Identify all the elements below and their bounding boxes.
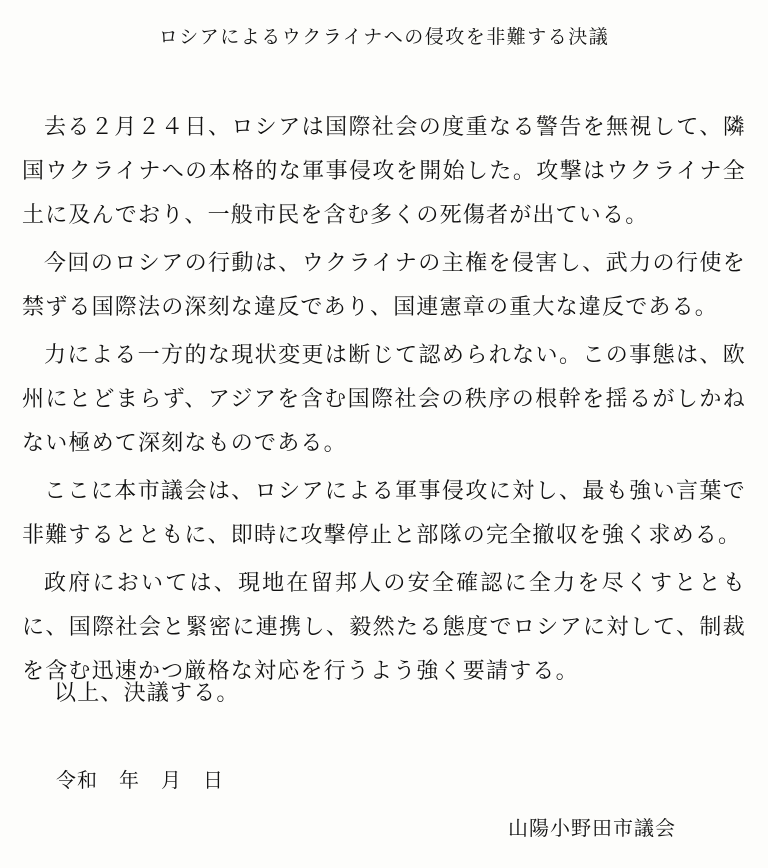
closing-statement: 以上、決議する。	[54, 681, 240, 706]
paragraph-1: 去る２月２４日、ロシアは国際社会の度重なる警告を無視して、隣国ウクライナへの本格的な軍事侵攻を開始した。攻撃はウクライナ全土に及んでおり、一般市民を含む多くの死傷者が出ている。	[22, 115, 746, 228]
paragraph-3: 力による一方的な現状変更は断じて認められない。この事態は、欧州にとどまらず、アジアを含む国際社会の秩序の根幹を揺るがしかねない極めて深刻なものである。	[22, 343, 746, 456]
document-title: ロシアによるウクライナへの侵攻を非難する決議	[158, 26, 610, 48]
date-line: 令和 年 月 日	[56, 768, 224, 792]
paragraph-4: ここに本市議会は、ロシアによる軍事侵攻に対し、最も強い言葉で非難するとともに、即時に攻撃停止と部隊の完全撤収を強く求める。	[22, 479, 746, 548]
paragraph-5: 政府においては、現地在留邦人の安全確認に全力を尽くすとともに、国際社会と緊密に連携し、毅然たる態度でロシアに対して、制裁を含む迅速かつ厳格な対応を行うよう強く要請する。	[22, 571, 746, 684]
paragraph-2: 今回のロシアの行動は、ウクライナの主権を侵害し、武力の行使を禁ずる国際法の深刻な違反であり、国連憲章の重大な違反である。	[22, 251, 746, 320]
resolution-body	[22, 106, 746, 698]
signature-council: 山陽小野田市議会	[508, 816, 676, 840]
